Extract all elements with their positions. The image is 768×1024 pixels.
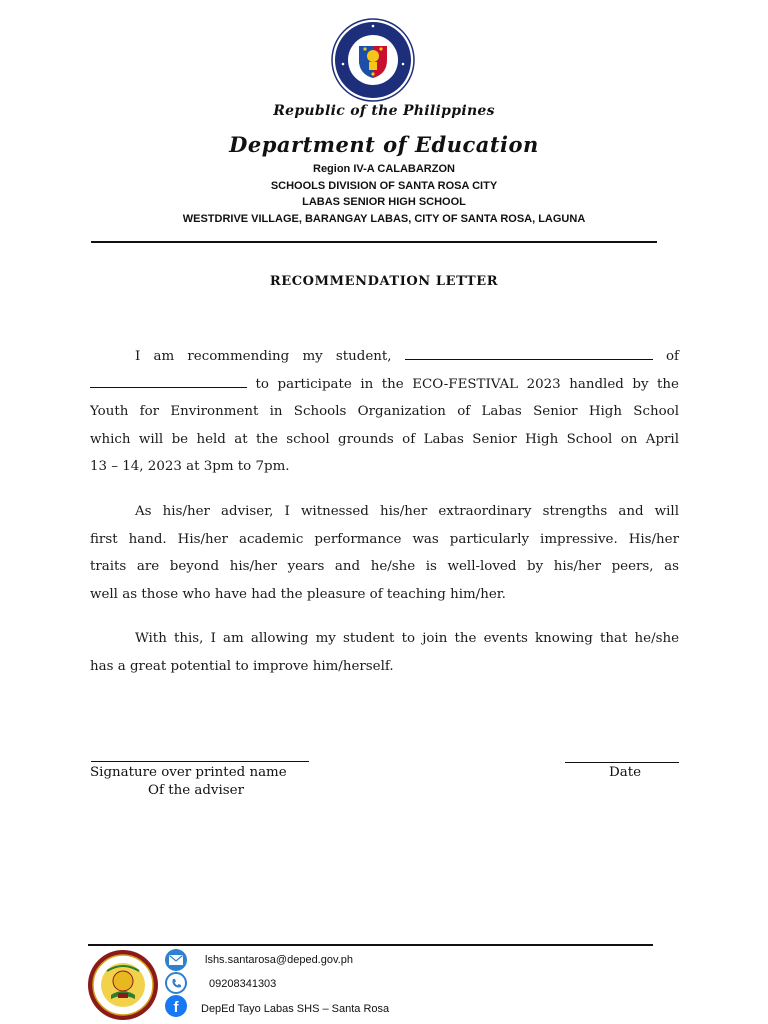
paragraph-3-line-2: has a great potential to improve him/herself. (90, 658, 394, 674)
facebook-icon: f (165, 995, 187, 1017)
footer-email[interactable]: lshs.santarosa@deped.gov.ph (205, 954, 353, 966)
strand-section-blank[interactable] (90, 373, 247, 388)
department-heading: Department of Education (229, 132, 539, 157)
student-name-blank[interactable] (405, 345, 653, 360)
p1-text-a: I am recommending my student, (135, 349, 392, 364)
paragraph-1-line-1 (90, 343, 679, 371)
paragraph-3-line-1: With this, I am allowing my student to join the events knowing that he/she (135, 631, 679, 646)
paragraph-1-line-5: 13 – 14, 2023 at 3pm to 7pm. (90, 459, 290, 474)
paragraph-1-line-2 (90, 371, 679, 399)
school-seal-logo (87, 949, 159, 1021)
paragraph-1-line-4: which will be held at the school grounds of Labas Senior High School on April (90, 431, 679, 447)
paragraph-1-line-3: Youth for Environment in Schools Organization of Labas Senior High School (90, 404, 679, 419)
paragraph-1 (90, 343, 679, 481)
phone-icon (165, 972, 187, 994)
email-icon (165, 949, 187, 971)
signature-label: Signature over printed name (90, 765, 287, 780)
paragraph-2-line-2: first hand. His/her academic performance was particularly impressive. His/her (90, 531, 679, 547)
deped-seal-logo (331, 18, 415, 102)
division-line: SCHOOLS DIVISION OF SANTA ROSA CITY (270, 180, 498, 192)
paragraph-2-line-4: well as those who have had the pleasure of teaching him/her. (90, 586, 506, 602)
paragraph-3 (90, 625, 679, 680)
republic-heading: Republic of the Philippines (273, 103, 495, 119)
paragraph-2-line-3: traits are beyond his/her years and he/she is well-loved by his/her peers, as (90, 559, 679, 574)
footer-divider (88, 944, 653, 946)
p1-text-b: of (665, 349, 679, 364)
date-line[interactable] (565, 762, 679, 763)
region-line: Region IV-A CALABARZON (313, 163, 455, 175)
footer-facebook[interactable]: DepEd Tayo Labas SHS – Santa Rosa (201, 1003, 390, 1015)
adviser-label: Of the adviser (148, 783, 244, 798)
p1-text-c: to participate in the ECO-FESTIVAL 2023 handled by the (255, 376, 679, 392)
school-line: LABAS SENIOR HIGH SCHOOL (302, 196, 466, 208)
address-line: WESTDRIVE VILLAGE, BARANGAY LABAS, CITY OF SANTA ROSA, LAGUNA (182, 213, 586, 225)
footer-phone[interactable]: 09208341303 (209, 978, 277, 990)
paragraph-2 (90, 498, 679, 608)
letter-title: RECOMMENDATION LETTER (269, 274, 499, 289)
signature-line[interactable] (91, 761, 309, 762)
date-label: Date (609, 765, 642, 780)
header-divider (91, 241, 657, 243)
paragraph-2-line-1: As his/her adviser, I witnessed his/her extraordinary strengths and will (135, 504, 679, 519)
